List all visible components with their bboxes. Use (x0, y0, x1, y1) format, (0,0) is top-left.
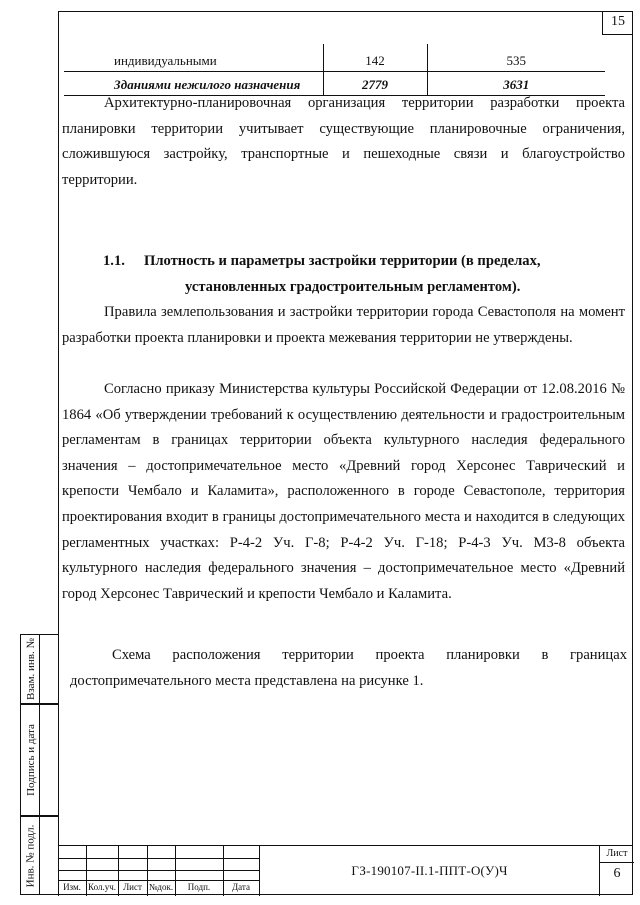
area-table (64, 44, 605, 96)
section-title-line2: установленных градостроительным регламентом). (185, 278, 521, 295)
table-cell-value: 535 (427, 44, 605, 71)
table-cell-label: индивидуальными (64, 44, 323, 71)
top-page-number: 15 (602, 11, 633, 35)
paragraph: Схема расположения территории проекта планировки в границах достопримечательного места представлена на рисунке 1. (70, 647, 627, 689)
section-heading (62, 249, 625, 300)
side-stamp-replacement (20, 634, 58, 704)
table-cell-value: 3631 (427, 71, 605, 95)
paragraph: Согласно приказу Министерства культуры Российской Федерации от 12.08.2016 № 1864 «Об утверждении требований к осуществлению деятельности и градостроительным регламентам в границах территории объекта культурного наследия федерального значения – достопримечательное место «Древний город Херсонес Таврический и крепости Чембало и Каламита», расположенного в городе Севастополе, территория проектирования входит в границы достопримечательного места и находится в следующих регламентных участках: Р-4-2 Уч. Г-8; Р-4-2 Уч. Г-18; Р-4-3 Уч. М3-8 объекта культурного наследия федерального значения – достопримечательное место «Древний город Херсонес Таврический и крепости Чембало и Каламита. (62, 381, 625, 602)
stamp-caption: Лист (123, 882, 142, 892)
side-stamp-inventory (20, 816, 58, 895)
section-title-line1: Плотность и параметры застройки территории (в пределах, (144, 253, 541, 269)
side-stamp-label: Взам. инв. № (24, 638, 37, 700)
sheet-number: 6 (613, 866, 621, 881)
stamp-caption: Изм. (63, 882, 81, 892)
side-stamp-label: Инв. № подл. (24, 824, 37, 887)
document-code: ГЗ-190107-II.1-ППТ-О(У)Ч (259, 846, 599, 896)
stamp-caption: №док. (148, 882, 174, 892)
table-row (64, 44, 605, 71)
table-cell-value: 2779 (323, 71, 427, 95)
sheet-box (599, 846, 633, 896)
title-block (58, 845, 633, 895)
paragraph: Архитектурно-планировочная организация территории разработки проекта планировки территории учитывает существующие планировочные ограничения, сложившуюся застройку, транспортные и пешеходные связи и благоустройство территории. (62, 95, 625, 188)
paragraph: Правила землепользования и застройки территории города Севастополя на момент разработки проекта планировки и проекта межевания территории не утверждены. (62, 304, 625, 346)
section-number: 1.1. (103, 253, 125, 269)
stamp-caption: Дата (232, 882, 250, 892)
stamp-caption: Кол.уч. (88, 882, 116, 892)
table-cell-value: 142 (323, 44, 427, 71)
sheet-label: Лист (600, 848, 634, 863)
table-cell-label: Зданиями нежилого назначения (64, 71, 323, 95)
revision-grid (58, 846, 259, 896)
stamp-caption: Подп. (187, 882, 211, 892)
side-stamp-signature (20, 704, 58, 816)
side-stamp-label: Подпись и дата (24, 724, 37, 796)
